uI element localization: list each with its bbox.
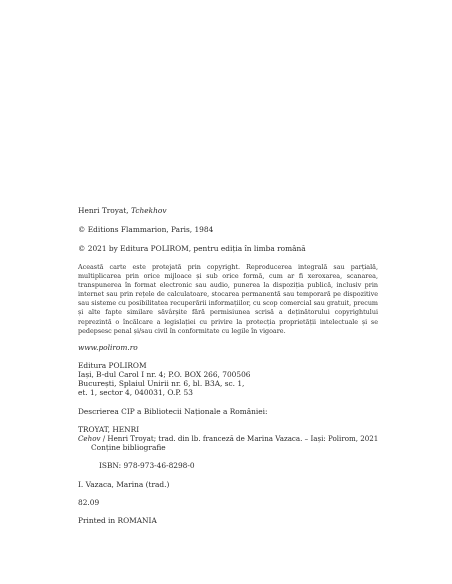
copyright-page <box>78 0 418 584</box>
copyright-romanian: © 2021 by Editura POLIROM, pentru ediția în limba română <box>78 244 306 253</box>
cip-entry-title: Cehov <box>78 434 101 443</box>
cip-heading: Descrierea CIP a Bibliotecii Naționale a României: <box>78 407 268 416</box>
cip-translator: I. Vazaca, Marina (trad.) <box>78 480 170 489</box>
printed-in: Printed in ROMANIA <box>78 516 157 525</box>
publisher-address-line1: Iași, B-dul Carol I nr. 4; P.O. BOX 266, 700506 <box>78 370 251 379</box>
cip-entry-rest: / Henri Troyat; trad. din lb. franceză de Marina Vazaca. – Iași: Polirom, 2021 <box>100 434 379 443</box>
cip-isbn: ISBN: 978-973-46-8298-0 <box>99 461 195 470</box>
cip-bibliography: Conține bibliografie <box>91 443 166 452</box>
cip-entry <box>78 434 378 443</box>
book-original-title: Tchekhov <box>131 206 167 215</box>
author-name: Henri Troyat, <box>78 206 131 215</box>
publisher-address-line2: București, Splaiul Unirii nr. 6, bl. B3A, sc. 1, <box>78 379 245 388</box>
publisher-website: www.polirom.ro <box>78 343 138 352</box>
cip-classification: 82.09 <box>78 498 100 507</box>
author-title-line <box>78 206 167 215</box>
publisher-name: Editura POLIROM <box>78 361 147 370</box>
cip-author: TROYAT, HENRI <box>78 425 140 434</box>
copyright-original: © Editions Flammarion, Paris, 1984 <box>78 225 214 234</box>
publisher-address-line3: et. 1, sector 4, 040031, O.P. 53 <box>78 388 193 397</box>
legal-notice: Această carte este protejată prin copyright. Reproducerea integrală sau parțială, multiplicarea prin orice mijloace și sub orice formă, cum ar fi xeroxarea, scanarea, transpunerea în format electronic sau audio, punerea la dispoziția publică, inclusiv prin internet sau prin rețele de calculatoare, stocarea permanentă sau temporară pe dispozitive sau sisteme cu posibilitatea recuperării informațiilor, cu scop comercial sau gratuit, precum și alte fapte similare săvârșite fără permisiunea scrisă a deținătorului copyrightului reprezintă o încălcare a legislației cu privire la protecția proprietății intelectuale și se pedepsesc penal și/sau civil în conformitate cu legile în vigoare. <box>78 263 378 335</box>
